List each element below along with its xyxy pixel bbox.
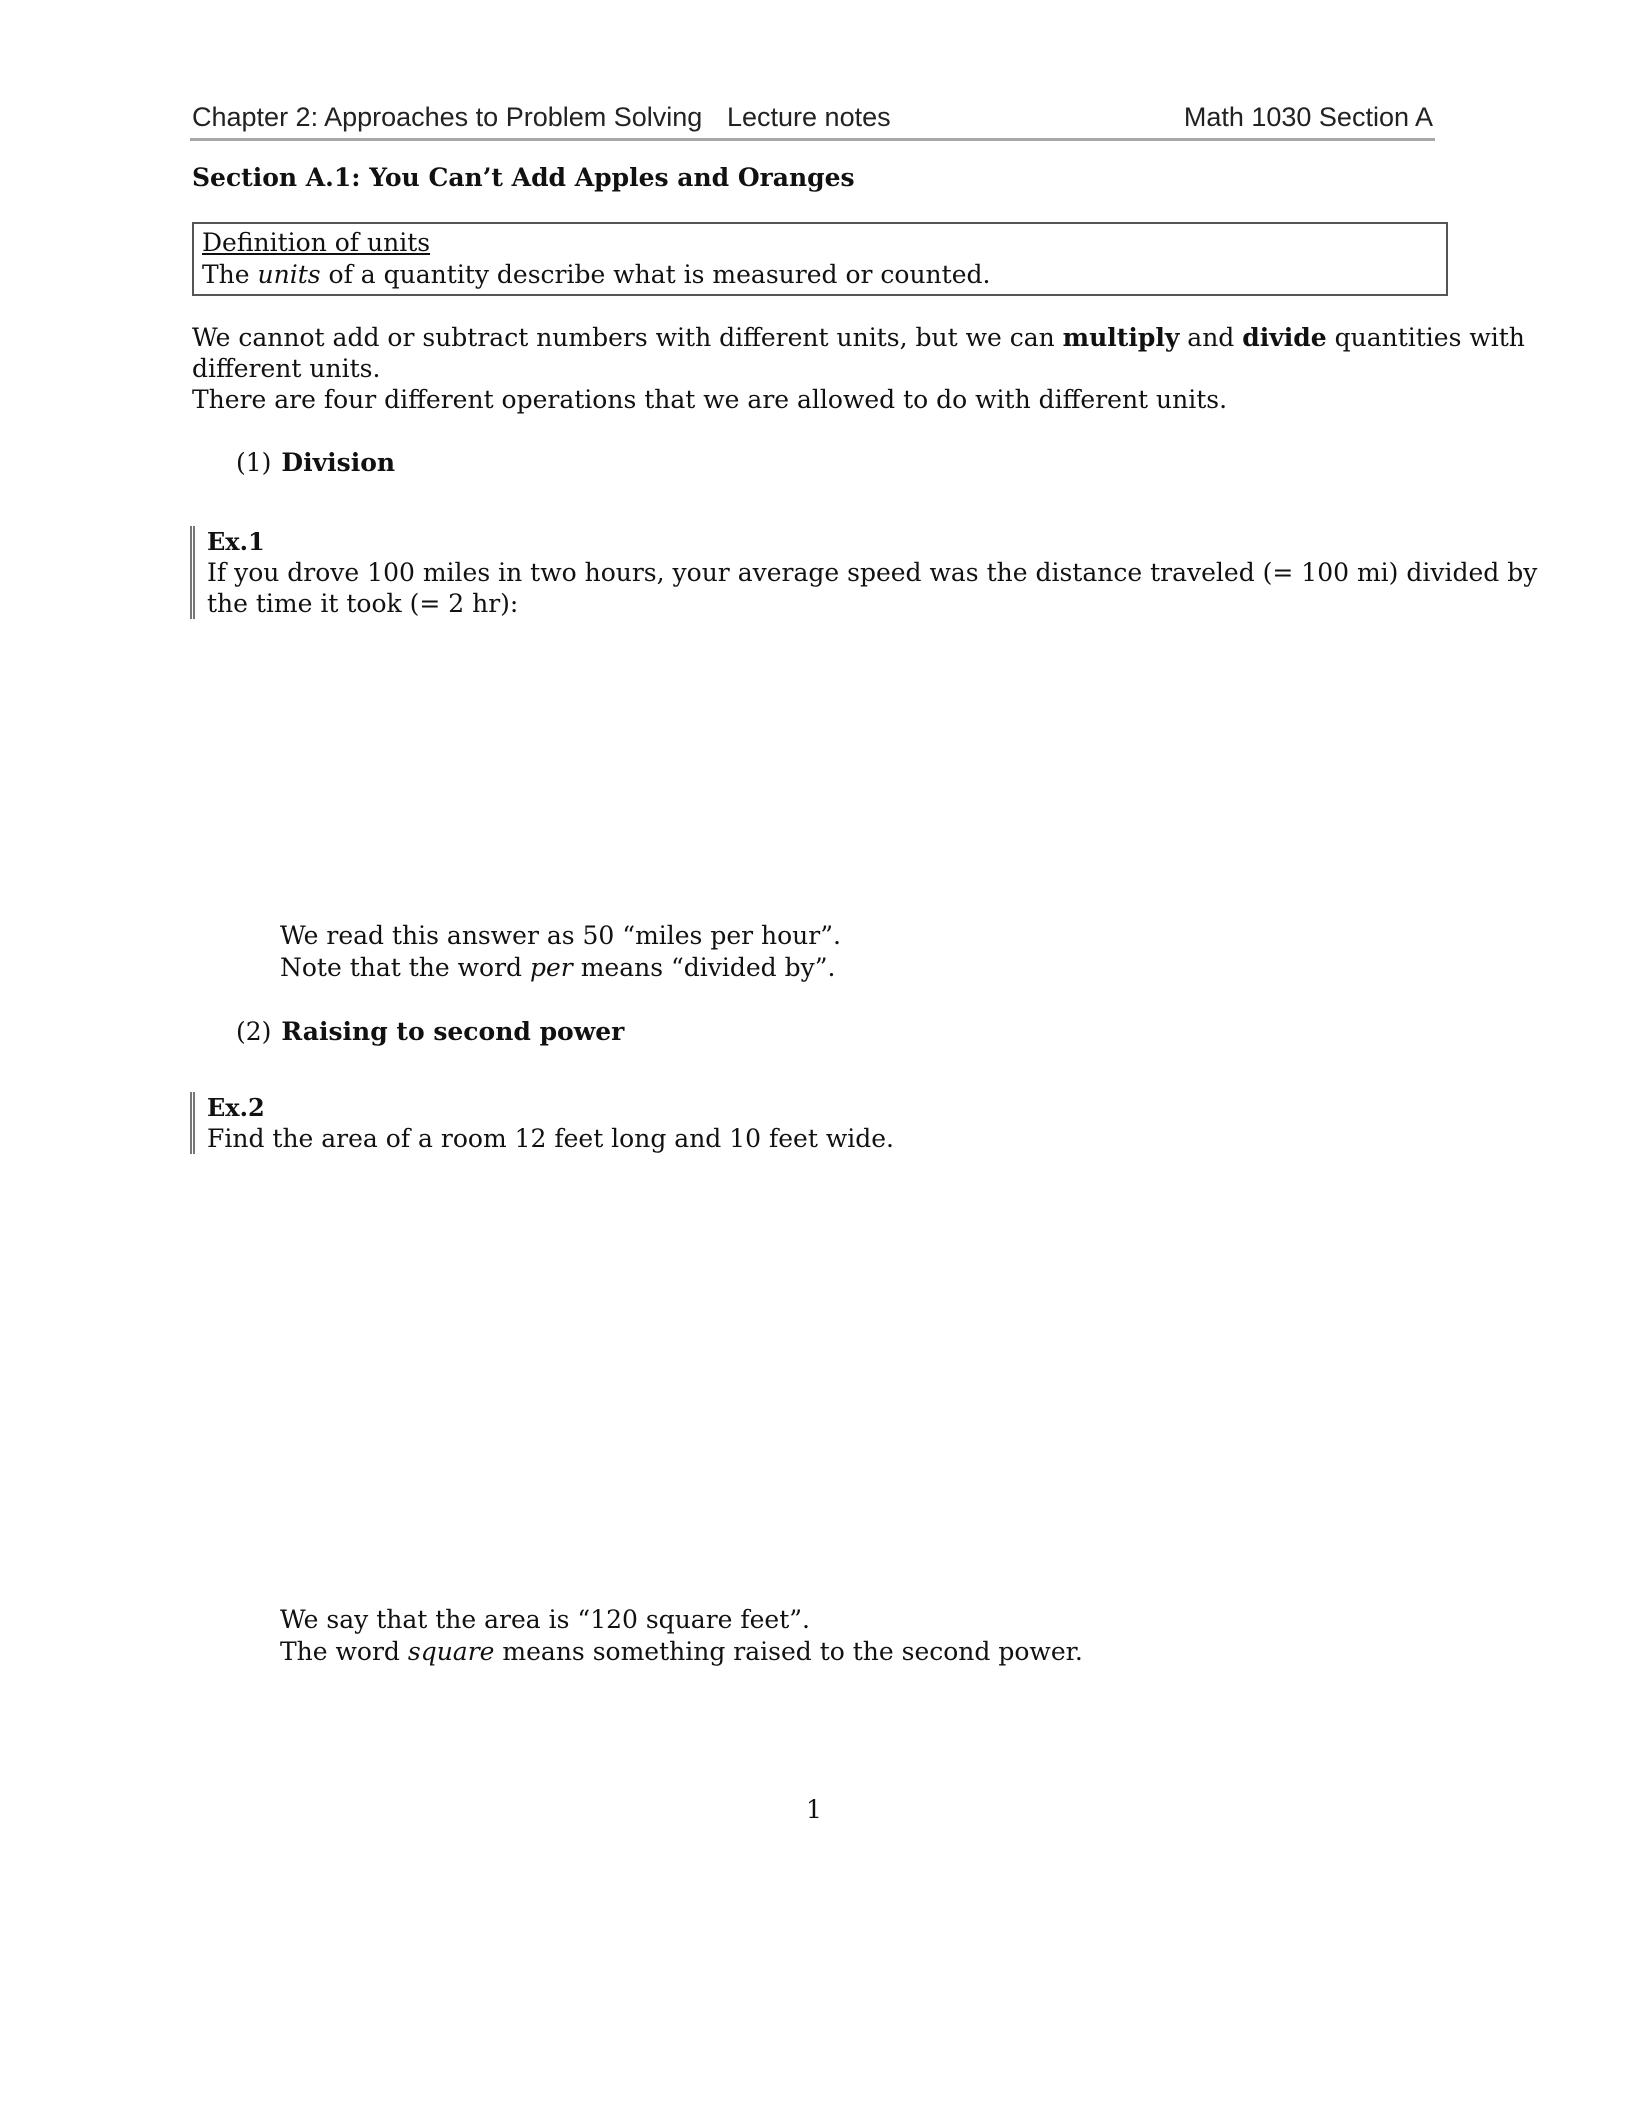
operations-sentence: There are four different operations that we are allowed to do with different units. bbox=[192, 385, 1228, 414]
page-header bbox=[190, 100, 1435, 141]
header-chapter: Chapter 2: Approaches to Problem Solving bbox=[192, 102, 703, 132]
divide-term: divide bbox=[1242, 323, 1327, 352]
definition-heading: Definition of units bbox=[202, 228, 431, 257]
header-course: Math 1030 Section A bbox=[1183, 102, 1433, 132]
example-1: Ex.1 If you drove 100 miles in two hours, your average speed was the distance traveled (= 100 mi) divided by the time it took (= 2 hr): bbox=[190, 526, 1537, 619]
intro-paragraph: We cannot add or subtract numbers with different units, but we can multiply and divide quantities with different units. There are four different operations that we are allowed to do with different units. bbox=[192, 323, 1525, 414]
definition-box bbox=[192, 222, 1448, 296]
operation-2-heading: (2) Raising to second power bbox=[236, 1017, 625, 1046]
multiply-term: multiply bbox=[1062, 323, 1180, 352]
header-lecture-notes: Lecture notes bbox=[727, 102, 891, 132]
definition-term: units bbox=[257, 260, 321, 289]
definition-text: The units of a quantity describe what is measured or counted. bbox=[202, 260, 991, 289]
note-2: We say that the area is “120 square feet”. The word square means something raised to the second power. bbox=[280, 1605, 1083, 1666]
example-2-label: Ex.2 bbox=[207, 1093, 265, 1122]
section-title: Section A.1: You Can’t Add Apples and Oranges bbox=[192, 163, 855, 192]
example-2: Ex.2 Find the area of a room 12 feet long and 10 feet wide. bbox=[190, 1092, 894, 1154]
operation-1-heading: (1) Division bbox=[236, 448, 396, 477]
example-1-label: Ex.1 bbox=[207, 527, 265, 556]
note-1: We read this answer as 50 “miles per hour”. Note that the word per means “divided by”. bbox=[280, 921, 841, 982]
page-number: 1 bbox=[806, 1795, 822, 1824]
